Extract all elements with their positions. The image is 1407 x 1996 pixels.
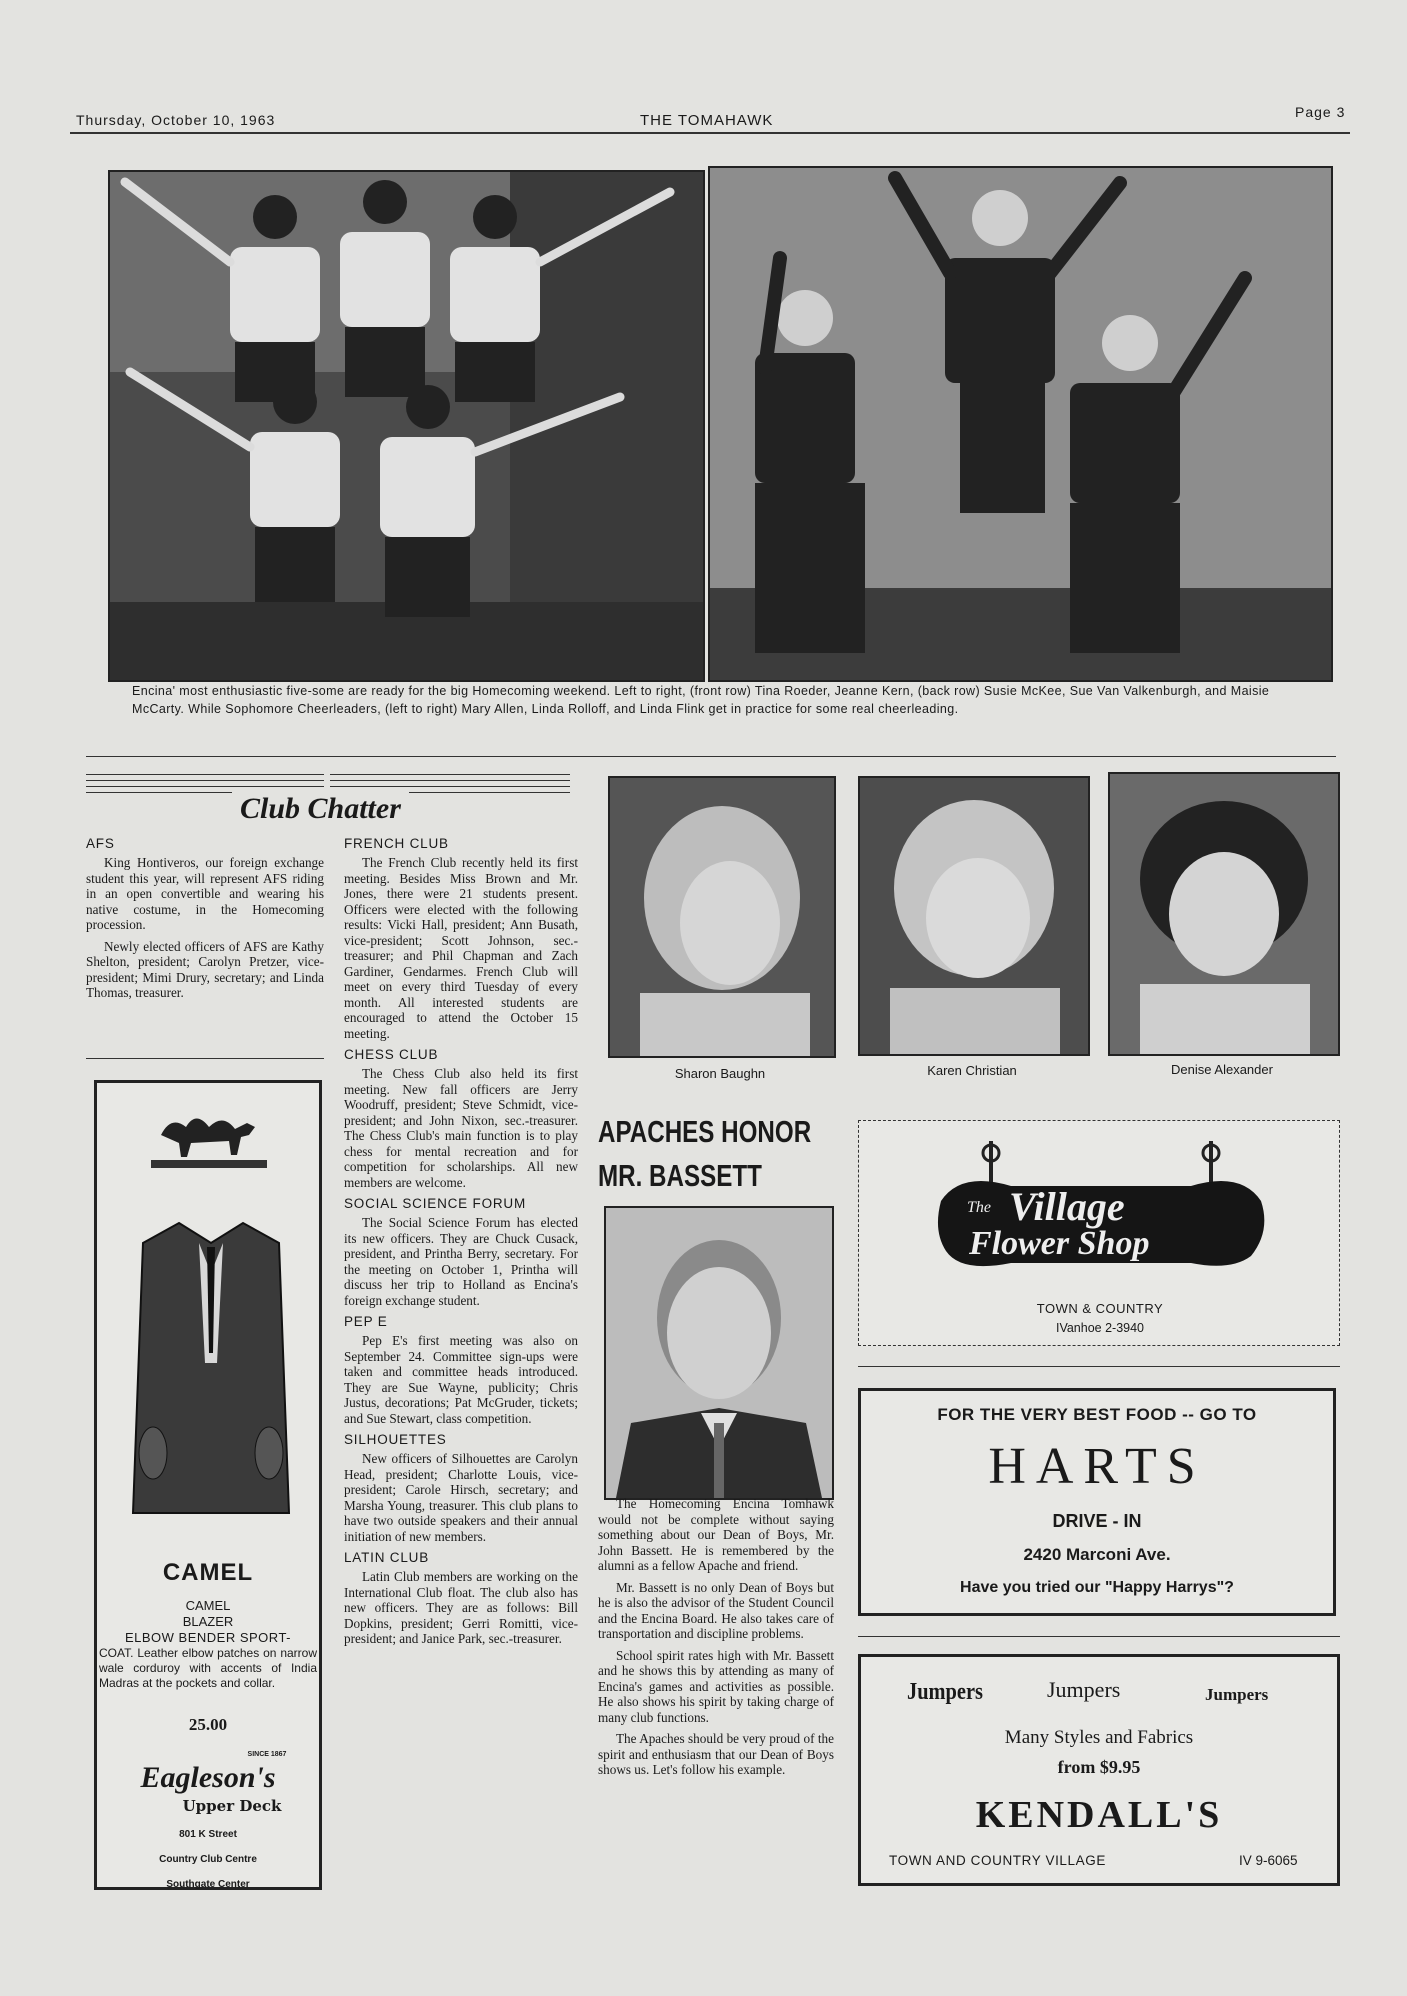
flower-name-2: Flower Shop (969, 1225, 1150, 1262)
cheerleaders-photo (708, 166, 1333, 682)
bassett-photo (604, 1206, 834, 1500)
kendalls-line1: Many Styles and Fabrics (1004, 1727, 1194, 1748)
camel-price: 25.00 (188, 1715, 228, 1734)
camel-line1: CAMEL (185, 1598, 231, 1613)
newspaper-name: THE TOMAHAWK (640, 112, 774, 129)
eagleson-logo: Eagleson's (140, 1761, 276, 1794)
portrait-label-3: Denise Alexander (1171, 1062, 1273, 1077)
kendalls-phone: IV 9-6065 (1239, 1853, 1298, 1868)
flower-location: TOWN & COUNTRY (1036, 1301, 1164, 1316)
top-photo-caption: Encina' most enthusiastic five-some are ready for the big Homecoming weekend. Left to right, (front row) Tina Roeder, Jeanne Kern, (back row) Susie McKee, Sue Van Valkenburgh, and Maisie McCarty. While Sophomore Cheerleaders, (left to right) Mary Allen, Linda Rolloff, and Linda Flink get in practice for some real cheerleading. (132, 684, 1270, 716)
kendalls-ad (858, 1654, 1340, 1886)
bassett-para-2: Mr. Bassett is no only Dean of Boys but he is also the advisor of the Student Council and the Encina Board. He also takes care of transportation and discipline problems. (598, 1579, 834, 1641)
jumpers-2: Jumpers (1047, 1677, 1121, 1702)
camel-icon (151, 1105, 267, 1175)
bassett-para-3: School spirit rates high with Mr. Bassett and he shows this by attending as many of Encina's games and activities as possible. He also shows his spirit by taking charge of many club functions. (598, 1647, 834, 1725)
camel-brand: CAMEL (162, 1559, 254, 1586)
social-para: The Social Science Forum has elected its new officers. They are Chuck Cusack, president, and Printha Berry, secretary. For the meeting on October 1, Printha will discuss her trip to Holland as Encina's foreign exchange student. (344, 1215, 578, 1308)
portrait-label-1: Sharon Baughn (674, 1066, 766, 1081)
section-heading-french: FRENCH CLUB (344, 836, 449, 851)
french-para: The French Club recently held its first meeting. Besides Miss Brown and Mr. Jones, there were 21 students present. Officers were elected with the following results: Vicki Hall, president; Ann Busath, vice-president; Scott Johnson, sec.-treasurer; and Phil Chapman and Zach Gardiner, Gendarmes. French Club will meet on every third Tuesday of every month. All interested students are encouraged to attend the October 15 meeting. (344, 855, 578, 1041)
bassett-para-4: The Apaches should be very proud of the spirit and enthusiasm that our Dean of Boys shows us. Let's follow his example. (598, 1731, 834, 1777)
flower-shop-ad (858, 1120, 1340, 1346)
camel-addr2: Country Club Centre (159, 1854, 257, 1865)
afs-para-1: King Hontiveros, our foreign exchange student this year, will represent AFS riding in an open convertible and wearing his native costume, in the Homecoming procession. (86, 855, 324, 932)
afs-para-2: Newly elected officers of AFS are Kathy Shelton, president; Carolyn Pretzer, vice-president; Mimi Drury, secretary; and Linda Thomas, treasurer. (86, 938, 324, 1000)
jumpers-3: Jumpers (1205, 1685, 1269, 1704)
club-chatter-title: Club Chatter (232, 792, 409, 826)
portrait-sharon (608, 776, 836, 1058)
chess-para: The Chess Club also held its first meeting. New fall officers are Jerry Woodruff, president; Steve Schmidt, vice-president; and John Nixon, sec.-treasurer. The Chess Club's main function is to play chess for mental recreation and for competition for scholarships. All new members are welcome. (344, 1066, 578, 1190)
section-heading-silhouettes: SILHOUETTES (344, 1432, 447, 1447)
harts-slogan: Have you tried our "Happy Harrys"? (960, 1579, 1234, 1596)
latin-para: Latin Club members are working on the International Club float. The club also has new officers. They are as follows: Bill Dopkins, president; Gerri Romitti, vice-president; and Janice Park, sec.-treasurer. (344, 1569, 578, 1646)
ad-rule-1 (858, 1366, 1340, 1367)
camel-addr3: Southgate Center (166, 1879, 250, 1890)
headline-line-1: APACHES HONOR (598, 1114, 812, 1149)
masthead-rule (70, 132, 1350, 134)
headline-line-2: MR. BASSETT (598, 1158, 762, 1193)
ad-rule-2 (858, 1636, 1340, 1637)
section-heading-chess: CHESS CLUB (344, 1047, 439, 1062)
blazer-icon (129, 1213, 293, 1533)
pep-para: Pep E's first meeting was also on September 24. Committee sign-ups were taken and committee heads introduced. They are Sue Wayne, publicity; Chris Justus, decorations; Pat McGruder, tickets; and Sue Stewart, class competition. (344, 1333, 578, 1426)
afs-rule (86, 1058, 324, 1059)
portrait-karen (858, 776, 1090, 1056)
kendalls-line2: from $9.95 (1057, 1757, 1141, 1777)
bassett-article (598, 1496, 834, 1784)
harts-address: 2420 Marconi Ave. (1023, 1545, 1171, 1564)
flower-name-1: Village (1009, 1184, 1125, 1229)
camel-body: COAT. Leather elbow patches on narrow wale corduroy with accents of India Madras at the pockets and collar. (99, 1646, 317, 1690)
harts-ad (858, 1388, 1336, 1616)
bassett-headline (598, 1110, 840, 1198)
section-heading-afs: AFS (86, 836, 115, 851)
page-number: Page 3 (1295, 104, 1346, 120)
column-clubs (344, 836, 578, 1653)
section-heading-social: SOCIAL SCIENCE FORUM (344, 1196, 527, 1211)
section-heading-latin: LATIN CLUB (344, 1550, 430, 1565)
silhouettes-para: New officers of Silhouettes are Carolyn Head, president; Charlotte Louis, vice-president; Carole Hirsch, secretary; and Marsha Young, treasurer. This club plans to have two outside speakers and their annual initiation of new members. (344, 1451, 578, 1544)
camel-line3: ELBOW BENDER SPORT- (124, 1630, 291, 1645)
camel-line2: BLAZER (182, 1614, 234, 1629)
upper-deck-logo: Upper Deck (182, 1797, 282, 1815)
camel-addr1: 801 K Street (179, 1829, 237, 1840)
camel-blazer-ad (94, 1080, 322, 1890)
portrait-label-2: Karen Christian (927, 1063, 1017, 1078)
kendalls-name: KENDALL'S (975, 1794, 1223, 1836)
section-heading-pep: PEP E (344, 1314, 388, 1329)
bassett-para-1: The Homecoming Encina Tomhawk would not be complete without saying something about our Dean of Boys, Mr. John Bassett. He is remembered by the alumni as a fellow Apache and friend. (598, 1496, 834, 1573)
since-label: SINCE 1867 (247, 1751, 287, 1758)
harts-type: DRIVE - IN (1052, 1511, 1142, 1531)
jumpers-1: Jumpers (907, 1679, 983, 1705)
flower-the: The (967, 1199, 991, 1216)
issue-date: Thursday, October 10, 1963 (76, 112, 276, 128)
section-rule (86, 756, 1336, 757)
flower-phone: IVanhoe 2-3940 (1055, 1321, 1145, 1335)
singers-photo (108, 170, 705, 682)
harts-name: HARTS (988, 1438, 1206, 1495)
harts-tagline: FOR THE VERY BEST FOOD -- GO TO (937, 1405, 1257, 1424)
kendalls-location: TOWN AND COUNTRY VILLAGE (889, 1853, 1106, 1868)
column-afs (86, 836, 324, 1007)
portrait-denise (1108, 772, 1340, 1056)
